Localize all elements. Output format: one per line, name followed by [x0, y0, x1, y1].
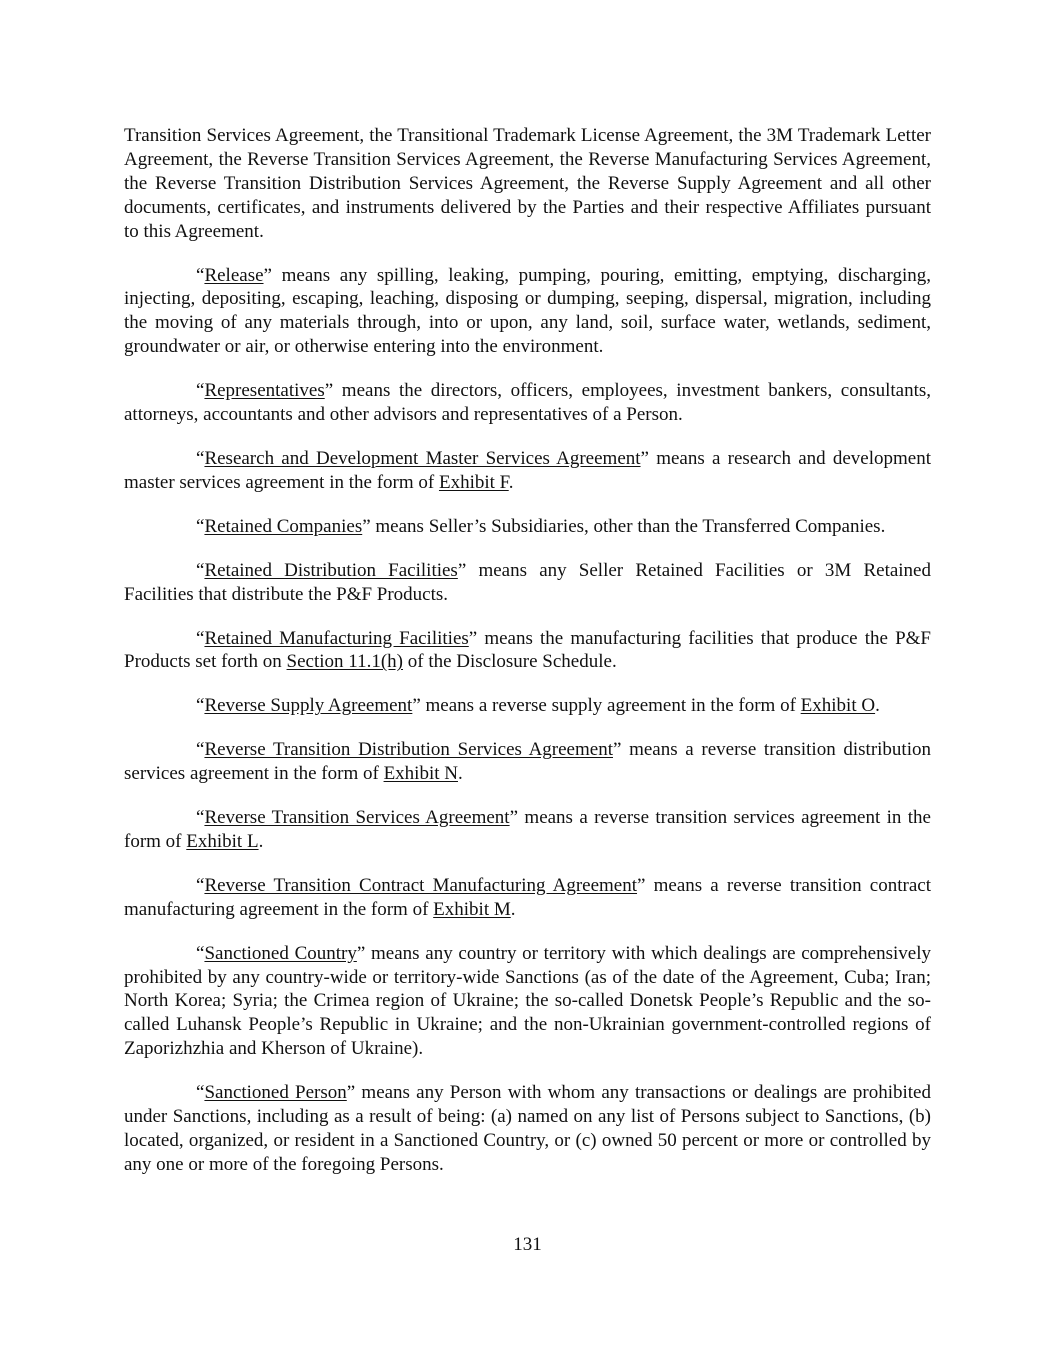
defined-term: Research and Development Master Services Agreement — [204, 447, 641, 469]
definition-representatives: “Representatives” means the directors, officers, employees, investment bankers, consultants, attorneys, accountants and other advisors and representatives of a Person. — [124, 380, 931, 426]
definition-sanctioned-person: “Sanctioned Person” means any Person with whom any transactions or dealings are prohibited under Sanctions, including as a result of being: (a) named on any list of Persons subject to Sanctions, (b) located, organized, or resident in a Sanctioned Country, or (c) owned 50 percent or more or controlled by any one or more of the foregoing Persons. — [124, 1082, 931, 1175]
defined-term: Retained Distribution Facilities — [204, 559, 458, 581]
definition-retained-companies: “Retained Companies” means Seller’s Subsidiaries, other than the Transferred Companies. — [196, 515, 886, 537]
exhibit-reference: Exhibit O — [800, 695, 876, 717]
defined-term: Reverse Transition Contract Manufacturing Agreement — [204, 874, 638, 896]
defined-term: Reverse Transition Distribution Services Agreement — [204, 739, 613, 761]
defined-term: Retained Companies — [204, 515, 363, 537]
document-page — [124, 124, 931, 1197]
definition-reverse-transition-contract-manufacturing-agreement: “Reverse Transition Contract Manufacturing Agreement” means a reverse transition contract manufacturing agreement in the form of Exhibit M. — [124, 874, 931, 920]
definition-release: “Release” means any spilling, leaking, pumping, pouring, emitting, emptying, discharging, injecting, depositing, escaping, leaching, disposing or dumping, seeping, dispersal, migration, including the moving of any materials through, into or upon, any land, soil, surface water, wetlands, sediment, groundwater or air, or otherwise entering into the environment. — [124, 264, 931, 358]
definition-retained-manufacturing-facilities: “Retained Manufacturing Facilities” means the manufacturing facilities that produce the P&F Products set forth on Section 11.1(h) of the Disclosure Schedule. — [124, 627, 931, 673]
defined-term: Release — [204, 264, 264, 286]
definition-sanctioned-country: “Sanctioned Country” means any country or territory with which dealings are comprehensively prohibited by any country-wide or territory-wide Sanctions (as of the date of the Agreement, Cuba; Iran; North Korea; Syria; the Crimea region of Ukraine; the so-called Donetsk People’s Republic and the so-called Luhansk People’s Republic in Ukraine; and the non-Ukrainian government-controlled regions of Zaporizhzhia and Kherson of Ukraine). — [124, 942, 932, 1060]
defined-term: Reverse Supply Agreement — [204, 695, 413, 717]
definition-reverse-transition-services-agreement: “Reverse Transition Services Agreement” means a reverse transition services agreement in the form of Exhibit L. — [124, 807, 931, 852]
exhibit-reference: Exhibit F — [438, 471, 509, 493]
definition-retained-distribution-facilities: “Retained Distribution Facilities” means any Seller Retained Facilities or 3M Retained Facilities that distribute the P&F Products. — [124, 559, 931, 605]
defined-term: Reverse Transition Services Agreement — [204, 807, 510, 829]
defined-term: Sanctioned Person — [204, 1082, 347, 1104]
defined-term: Retained Manufacturing Facilities — [204, 627, 469, 649]
exhibit-reference: Exhibit L — [186, 830, 259, 852]
definition-reverse-transition-distribution-services-agreement: “Reverse Transition Distribution Services Agreement” means a reverse transition distribution services agreement in the form of Exhibit N. — [124, 739, 931, 785]
exhibit-reference: Exhibit N — [383, 763, 458, 785]
exhibit-reference: Exhibit M — [433, 898, 511, 920]
intro-paragraph: Transition Services Agreement, the Transitional Trademark License Agreement, the 3M Trademark Letter Agreement, the Reverse Transition Services Agreement, the Reverse Manufacturing Services Agreement, the Reverse Transition Distribution Services Agreement, the Reverse Supply Agreement and all other documents, certificates, and instruments delivered by the Parties and their respective Affiliates pursuant to this Agreement. — [124, 125, 931, 242]
definition-reverse-supply-agreement: “Reverse Supply Agreement” means a reverse supply agreement in the form of Exhibit O. — [196, 695, 880, 717]
definition-rd-master-services-agreement: “Research and Development Master Services Agreement” means a research and development master services agreement in the form of Exhibit F. — [124, 447, 932, 493]
defined-term: Sanctioned Country — [204, 942, 357, 964]
defined-term: Representatives — [204, 380, 325, 402]
section-reference: Section 11.1(h) — [286, 651, 403, 673]
page-number: 131 — [513, 1234, 542, 1255]
